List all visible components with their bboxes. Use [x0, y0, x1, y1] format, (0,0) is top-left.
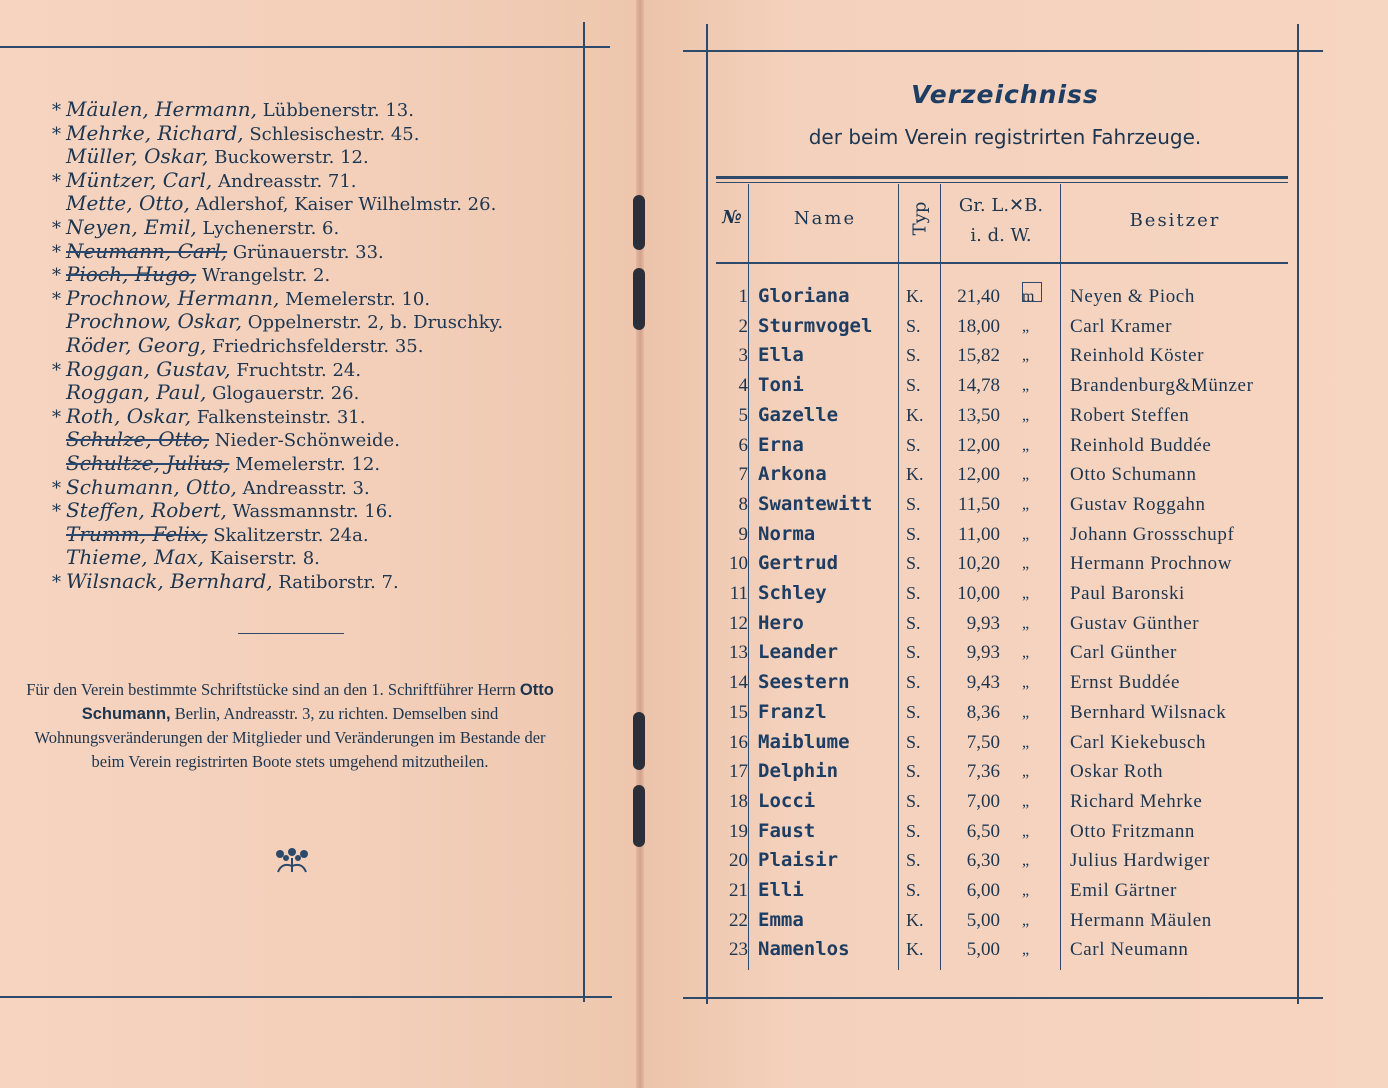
header-type: Typ [909, 201, 931, 236]
boat-row [716, 906, 1306, 936]
boat-number: 18 [729, 790, 748, 812]
member-entry [52, 310, 612, 334]
header-size-line2: i. d. W. [970, 225, 1032, 246]
boat-name: Emma [758, 908, 804, 931]
member-list [52, 98, 612, 593]
member-address: Ratiborstr. 7. [278, 571, 399, 593]
ditto-mark: „ [1022, 377, 1030, 395]
boat-name: Namenlos [758, 938, 850, 961]
top-rule [0, 46, 610, 48]
boat-number: 16 [729, 731, 748, 753]
member-address: Buckowerstr. 12. [214, 147, 369, 169]
boat-type: S. [906, 880, 921, 900]
boat-row [716, 668, 1306, 698]
boat-number: 10 [729, 553, 748, 575]
boat-number: 7 [738, 464, 748, 486]
boat-row [716, 728, 1306, 758]
notice-part-1: Für den Verein bestimmte Schriftstücke sind an den 1. Schriftführer Herrn [26, 680, 520, 699]
boat-type: S. [906, 642, 921, 663]
member-address: Falkensteinstr. 31. [196, 406, 366, 428]
table-top-rule-thin [716, 182, 1288, 183]
boat-name: Gertrud [758, 552, 839, 575]
member-name: Prochnow, Oskar, [66, 309, 242, 334]
boat-number: 15 [729, 701, 748, 723]
ditto-mark: „ [1022, 406, 1030, 424]
member-address: Wrangelstr. 2. [201, 265, 331, 287]
member-entry [52, 476, 612, 500]
unit: m [1022, 288, 1035, 305]
boat-owner: Otto Schumann [1070, 464, 1197, 486]
member-mark: * [52, 241, 61, 263]
boat-owner: Emil Gärtner [1070, 880, 1177, 901]
boat-number: 20 [729, 850, 748, 872]
boat-owner: Reinhold Köster [1070, 345, 1205, 367]
boat-size: 18,00 [957, 315, 1000, 337]
boat-name: Sturmvogel [758, 314, 873, 337]
boat-name: Faust [758, 819, 816, 842]
boat-owner: Paul Baronski [1070, 583, 1185, 604]
boat-row [716, 579, 1306, 609]
boat-size: 11,50 [957, 493, 1000, 515]
boat-owner: Carl Neumann [1070, 939, 1189, 961]
boat-type: S. [906, 731, 921, 752]
ditto-mark: „ [1022, 585, 1030, 602]
boat-name: Locci [758, 789, 816, 812]
member-name: Mehrke, Richard, [66, 120, 244, 145]
boat-row [716, 698, 1306, 728]
member-address: Glogauerstr. 26. [212, 383, 360, 405]
member-entry [52, 169, 612, 193]
boat-size: 15,82 [957, 345, 1000, 367]
boat-number: 23 [729, 939, 748, 961]
boat-name: Maiblume [758, 730, 850, 753]
member-name: Schulze, Otto, [66, 427, 210, 452]
boat-type: S. [906, 375, 921, 396]
member-address: Lübbenerstr. 13. [262, 100, 414, 121]
notice-part-2: Berlin, Andreasstr. 3, zu richten. Demselben sind Wohnungsveränderungen der Mitglieder und Veränderungen im Bestande der beim Verein registrirten Boote stets umgehend mitzutheilen. [34, 704, 546, 771]
book-spine [636, 0, 644, 1088]
boat-size: 10,20 [957, 553, 1000, 575]
boat-size: 6,30 [966, 850, 1000, 872]
ditto-mark: „ [1022, 495, 1030, 513]
boat-name: Franzl [758, 700, 827, 723]
member-address: Andreasstr. 3. [242, 477, 370, 499]
ditto-mark: „ [1022, 555, 1030, 573]
boat-owner: Otto Fritzmann [1070, 820, 1196, 842]
boat-name: Erna [758, 433, 804, 456]
boat-name: Swantewitt [758, 492, 873, 515]
boat-row [716, 371, 1306, 401]
table-top-rule [716, 176, 1288, 179]
boat-number: 21 [729, 880, 748, 901]
member-name: Röder, Georg, [66, 332, 207, 357]
boat-type: S. [906, 345, 921, 366]
bottom-rule [683, 997, 1323, 999]
member-name: Roggan, Gustav, [66, 356, 231, 381]
ditto-mark: „ [1022, 614, 1030, 632]
member-name: Müntzer, Carl, [66, 167, 213, 192]
boat-owner: Gustav Roggahn [1070, 493, 1206, 515]
boat-row [716, 846, 1306, 876]
ditto-mark: „ [1022, 852, 1030, 870]
member-entry [52, 240, 612, 264]
flower-ornament-icon [270, 846, 314, 876]
member-mark: * [52, 477, 61, 499]
member-entry [52, 523, 612, 547]
member-name: Mette, Otto, [66, 191, 190, 216]
member-mark: * [52, 288, 61, 310]
boat-row [716, 549, 1306, 579]
boat-size: 11,00 [957, 523, 1000, 545]
ditto-mark: „ [1022, 436, 1030, 454]
boat-owner: Richard Mehrke [1070, 790, 1203, 812]
boat-size: 12,00 [957, 434, 1000, 456]
member-name: Pioch, Hugo, [66, 262, 197, 287]
boat-owner: Bernhard Wilsnack [1070, 701, 1227, 723]
boat-owner: Oskar Roth [1070, 761, 1164, 783]
member-address: Memelerstr. 10. [285, 288, 431, 310]
boat-size: 12,00 [957, 464, 1000, 486]
top-rule [683, 50, 1323, 52]
boat-size: 14,78 [957, 375, 1000, 397]
member-name: Mäulen, Hermann, [66, 97, 257, 121]
boat-type: S. [906, 315, 921, 336]
boat-owner: Carl Kiekebusch [1070, 731, 1207, 753]
binding-stitch [633, 785, 645, 847]
boat-number: 13 [729, 642, 748, 664]
member-address: Lychenerstr. 6. [202, 217, 340, 239]
member-address: Andreasstr. 71. [218, 170, 357, 192]
ditto-mark: „ [1022, 763, 1030, 781]
ditto-mark: „ [1022, 317, 1030, 335]
boat-size: 10,00 [957, 583, 1000, 604]
boat-size: 9,93 [966, 612, 1000, 634]
ditto-mark: „ [1022, 792, 1030, 810]
ditto-mark: „ [1022, 674, 1030, 692]
ditto-mark: „ [1022, 911, 1030, 929]
boat-size: 6,00 [966, 880, 1000, 901]
member-mark: * [52, 571, 61, 593]
boat-name: Hero [758, 611, 804, 634]
boat-type: K. [906, 939, 924, 960]
member-mark: * [52, 359, 61, 381]
boat-owner: Julius Hardwiger [1070, 850, 1210, 872]
ditto-mark: „ [1022, 525, 1030, 543]
member-address: Oppelnerstr. 2, b. Druschky. [247, 312, 504, 334]
boat-size: 9,43 [966, 672, 1000, 694]
boat-number: 1 [738, 286, 748, 307]
boat-name: Schley [758, 582, 827, 604]
member-address: Memelerstr. 12. [235, 453, 381, 475]
member-mark: * [52, 170, 61, 192]
boat-row [716, 787, 1306, 817]
member-address: Skalitzerstr. 24a. [213, 524, 369, 546]
member-entry [52, 122, 612, 146]
member-name: Neumann, Carl, [66, 238, 228, 263]
boat-number: 4 [738, 375, 748, 397]
boat-type: S. [906, 434, 921, 455]
member-mark: * [52, 265, 61, 287]
boat-name: Leander [758, 641, 839, 664]
binding-stitch [633, 712, 645, 770]
boat-number: 2 [738, 315, 748, 337]
member-entry [52, 428, 612, 452]
boat-owner: Carl Kramer [1070, 315, 1173, 337]
boat-row [716, 520, 1306, 550]
member-mark: * [52, 501, 61, 523]
register-subtitle: der beim Verein registrirten Fahrzeuge. [808, 125, 1202, 149]
member-name: Schultze, Julius, [66, 450, 230, 475]
member-address: Schlesischestr. 45. [249, 123, 420, 145]
member-name: Prochnow, Hermann, [66, 285, 280, 310]
ditto-mark: „ [1022, 882, 1030, 899]
boat-type: S. [906, 583, 921, 603]
boat-name: Elli [758, 879, 804, 901]
boat-type: S. [906, 553, 921, 574]
boat-type: K. [906, 909, 924, 930]
boat-number: 17 [729, 761, 748, 783]
boat-size: 13,50 [957, 404, 1000, 426]
member-entry [52, 499, 612, 523]
boat-owner: Hermann Mäulen [1070, 909, 1212, 931]
boat-number: 6 [738, 434, 748, 456]
member-address: Adlershof, Kaiser Wilhelmstr. 26. [195, 194, 497, 216]
boat-owner: Johann Grossschupf [1070, 523, 1235, 545]
member-name: Roth, Oskar, [66, 403, 192, 428]
header-number: № [722, 207, 742, 228]
member-address: Grünauerstr. 33. [232, 241, 384, 263]
boat-type: S. [906, 493, 921, 514]
boat-number: 19 [729, 820, 748, 842]
boat-row [716, 460, 1306, 490]
boat-row [716, 757, 1306, 787]
member-name: Wilsnack, Bernhard, [66, 568, 273, 593]
member-address: Kaiserstr. 8. [209, 548, 320, 570]
member-mark: * [52, 217, 61, 239]
boat-name: Arkona [758, 463, 827, 486]
boat-owner: Ernst Buddée [1070, 672, 1181, 694]
boat-name: Gloriana [758, 285, 850, 307]
member-entry [52, 98, 612, 122]
member-entry [52, 192, 612, 216]
table-header-rule [716, 262, 1288, 264]
member-address: Friedrichsfelderstr. 35. [212, 335, 424, 357]
boat-row [716, 341, 1306, 371]
boat-number: 5 [738, 404, 748, 426]
boat-type: S. [906, 850, 921, 871]
boat-size: 5,00 [966, 909, 1000, 931]
ditto-mark: „ [1022, 347, 1030, 365]
boat-type: S. [906, 701, 921, 722]
boat-type: S. [906, 790, 921, 811]
member-entry [52, 263, 612, 287]
member-entry [52, 145, 612, 169]
ditto-mark: „ [1022, 733, 1030, 751]
boat-number: 12 [729, 612, 748, 634]
member-entry [52, 452, 612, 476]
member-mark: * [52, 100, 61, 121]
member-name: Trumm, Felix, [66, 521, 208, 546]
boat-owner: Carl Günther [1070, 642, 1177, 664]
boat-name: Seestern [758, 671, 850, 694]
boat-name: Plaisir [758, 849, 839, 872]
boat-name: Delphin [758, 760, 839, 783]
member-mark: * [52, 123, 61, 145]
member-name: Thieme, Max, [66, 545, 205, 570]
binding-stitch [633, 195, 645, 250]
boat-owner: Hermann Prochnow [1070, 553, 1233, 575]
member-entry [52, 381, 612, 405]
ditto-mark: „ [1022, 644, 1030, 662]
member-name: Steffen, Robert, [66, 498, 227, 523]
boat-number: 9 [738, 523, 748, 545]
boat-number: 3 [738, 345, 748, 367]
boat-row [716, 431, 1306, 461]
boat-type: S. [906, 672, 921, 693]
ornament-divider [238, 633, 344, 634]
boat-type: K. [906, 464, 924, 485]
boat-row [716, 312, 1306, 342]
boat-size: 7,00 [966, 790, 1000, 812]
header-name: Name [793, 208, 857, 229]
boat-owner: Neyen & Pioch [1070, 286, 1195, 307]
boat-type: S. [906, 820, 921, 841]
boat-row [716, 935, 1306, 965]
boat-type: S. [906, 523, 921, 544]
member-entry [52, 405, 612, 429]
notice-text [20, 678, 560, 774]
member-name: Roggan, Paul, [66, 380, 207, 405]
register-title: Verzeichniss [911, 80, 1099, 109]
member-entry [52, 570, 612, 594]
boat-row [716, 609, 1306, 639]
bottom-rule [0, 996, 612, 998]
boat-type: S. [906, 761, 921, 782]
member-entry [52, 216, 612, 240]
boat-owner: Reinhold Buddée [1070, 434, 1212, 456]
boat-type: K. [906, 404, 924, 425]
boat-name: Toni [758, 374, 804, 397]
member-entry [52, 546, 612, 570]
member-name: Müller, Oskar, [66, 144, 209, 169]
boat-number: 14 [729, 672, 748, 694]
boat-name: Gazelle [758, 403, 839, 426]
boat-name: Ella [758, 344, 804, 367]
boat-size: 8,36 [966, 701, 1000, 723]
member-mark: * [52, 406, 61, 428]
member-entry [52, 334, 612, 358]
boat-number: 22 [729, 909, 748, 931]
ditto-mark: „ [1022, 703, 1030, 721]
ditto-mark: „ [1022, 822, 1030, 840]
left-border-rule [706, 24, 708, 1004]
boat-row [716, 638, 1306, 668]
boat-size: 5,00 [966, 939, 1000, 961]
boat-number: 8 [738, 493, 748, 515]
notice-secretary-name: Otto Schumann, [81, 681, 554, 723]
boat-row [716, 876, 1306, 906]
ditto-mark: „ [1022, 941, 1030, 959]
boat-number: 11 [729, 583, 748, 604]
boat-type: S. [906, 612, 921, 633]
boat-owner: Robert Steffen [1070, 404, 1190, 426]
boat-size: 9,93 [966, 642, 1000, 664]
boat-size: 7,36 [966, 761, 1000, 783]
boat-row [716, 817, 1306, 847]
member-name: Schumann, Otto, [66, 474, 237, 499]
ditto-mark: „ [1022, 466, 1030, 484]
boat-name: Norma [758, 522, 816, 545]
binding-stitch [633, 268, 645, 330]
member-address: Nieder-Schönweide. [214, 430, 400, 452]
boat-size: 7,50 [966, 731, 1000, 753]
header-owner: Besitzer [1129, 210, 1221, 231]
boat-owner: Brandenburg&Münzer [1070, 375, 1254, 397]
boat-row [716, 490, 1306, 520]
member-address: Fruchtstr. 24. [236, 359, 362, 381]
boat-type: K. [906, 286, 924, 306]
boat-size: 21,40 [957, 286, 1000, 307]
member-name: Neyen, Emil, [66, 214, 197, 239]
member-address: Wassmannstr. 16. [232, 501, 393, 523]
boat-owner: Gustav Günther [1070, 612, 1200, 634]
member-entry [52, 358, 612, 382]
member-entry [52, 287, 612, 311]
header-size-line1: Gr. L.✕B. [958, 195, 1044, 216]
boat-row [716, 282, 1306, 312]
boat-size: 6,50 [966, 820, 1000, 842]
boat-row [716, 401, 1306, 431]
